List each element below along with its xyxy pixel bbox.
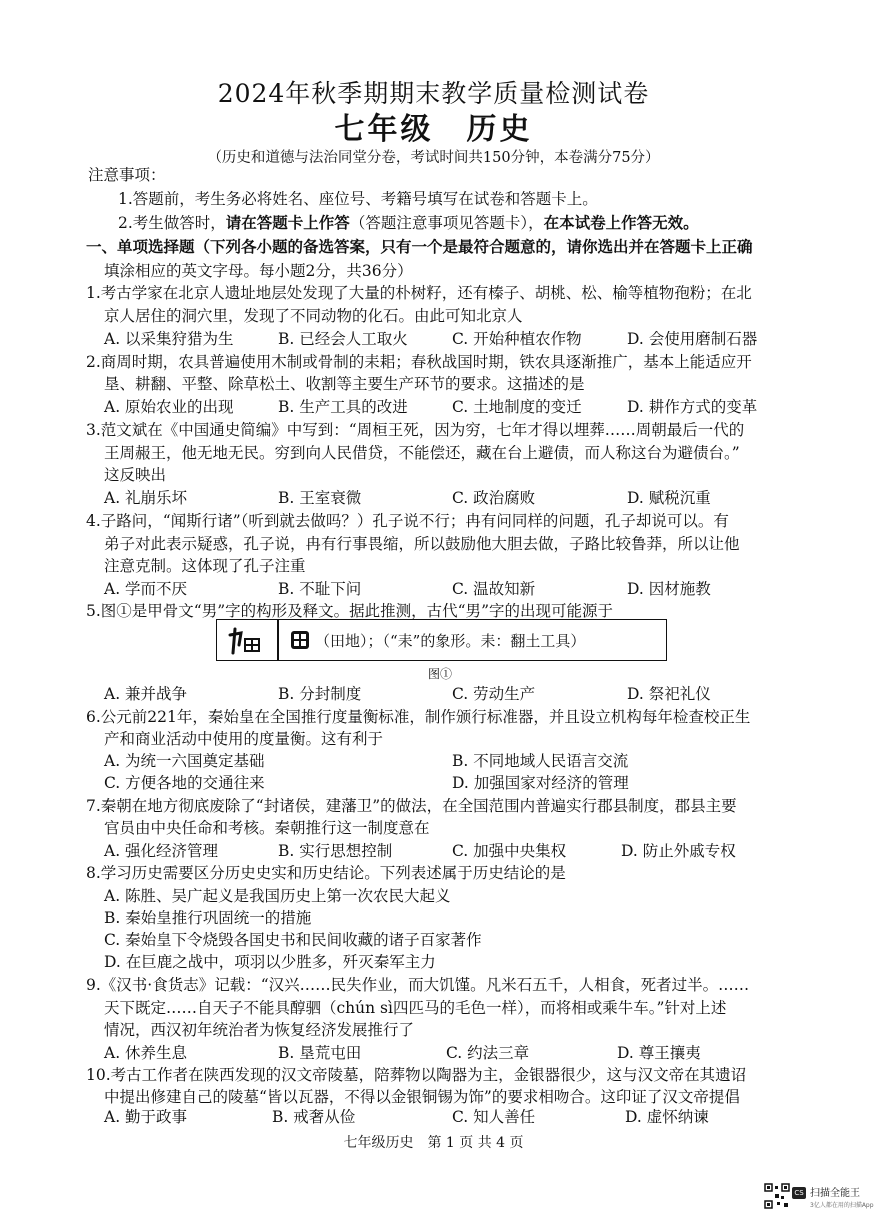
question-2-option-d: D. 耕作方式的变革 xyxy=(627,398,758,416)
question-3-option-d: D. 赋税沉重 xyxy=(627,489,711,507)
qr-code-icon xyxy=(764,1183,790,1209)
question-2-text: 2.商周时期，农具普遍使用木制或骨制的耒耜；春秋战国时期，铁农具逐渐推广，基本上能适应开 xyxy=(86,353,752,371)
question-5-option-b: B. 分封制度 xyxy=(278,685,362,703)
camscanner-logo: CS xyxy=(792,1187,806,1199)
question-2-option-b: B. 生产工具的改进 xyxy=(278,398,408,416)
question-1-option-b: B. 已经会人工取火 xyxy=(278,330,408,348)
question-3-option-b: B. 王室衰微 xyxy=(278,489,362,507)
question-9-option-c: C. 约法三章 xyxy=(446,1044,530,1062)
question-5-option-d: D. 祭祀礼仪 xyxy=(627,685,711,703)
question-6-option-c: C. 方便各地的交通往来 xyxy=(104,774,265,792)
section-instructions: 填涂相应的英文字母。每小题2分，共36分） xyxy=(104,262,413,280)
question-8-option-a: A. 陈胜、吴广起义是我国历史上第一次农民大起义 xyxy=(104,887,451,905)
oracle-bone-tian-glyph xyxy=(290,630,310,650)
figure-1-text: （田地）；（“耒”的象形。耒：翻土工具） xyxy=(315,632,586,650)
figure-divider xyxy=(277,620,279,660)
notice-item-1: 1.答题前，考生务必将姓名、座位号、考籍号填写在试卷和答题卡上。 xyxy=(118,190,598,208)
question-7-option-c: C. 加强中央集权 xyxy=(452,842,567,860)
question-9-text: 天下既定……自天子不能具醇驷（chún sì四匹马的毛色一样），而将相或乘牛车。”针对上述 xyxy=(104,999,727,1017)
question-10-option-c: C. 知人善任 xyxy=(452,1108,536,1126)
question-6-option-a: A. 为统一六国奠定基础 xyxy=(104,752,265,770)
exam-note: （历史和道德与法治同堂分卷，考试时间共150分钟，本卷满分75分） xyxy=(207,150,660,166)
question-1-text: 1.考古学家在北京人遗址地层处发现了大量的朴树籽，还有榛子、胡桃、松、榆等植物孢粉；在北 xyxy=(86,284,752,302)
question-1-option-c: C. 开始种植农作物 xyxy=(452,330,582,348)
question-5-option-a: A. 兼并战争 xyxy=(104,685,188,703)
question-8-option-c: C. 秦始皇下令烧毁各国史书和民间收藏的诸子百家著作 xyxy=(104,931,482,949)
question-6-option-d: D. 加强国家对经济的管理 xyxy=(452,774,629,792)
question-9-option-d: D. 尊王攘夷 xyxy=(617,1044,701,1062)
camscanner-app-name: 扫描全能王 xyxy=(810,1188,860,1199)
question-4-option-a: A. 学而不厌 xyxy=(104,580,188,598)
question-7-text: 7.秦朝在地方彻底废除了“封诸侯，建藩卫”的做法，在全国范围内普遍实行郡县制度，郡县主要 xyxy=(86,797,737,815)
question-6-option-b: B. 不同地域人民语言交流 xyxy=(452,752,629,770)
question-4-option-b: B. 不耻下问 xyxy=(278,580,362,598)
grade-subject-title: 七年级 历史 xyxy=(334,112,533,147)
question-10-option-a: A. 勤于政事 xyxy=(104,1108,188,1126)
question-10-text: 中提出修建自己的陵墓“皆以瓦器，不得以金银铜锡为饰”的要求相吻合。这印证了汉文帝提倡 xyxy=(104,1088,740,1106)
question-1-text: 京人居住的洞穴里，发现了不同动物的化石。由此可知北京人 xyxy=(104,307,523,325)
notice-item-2: 2.考生做答时，请在答题卡上作答（答题注意事项见答题卡），在本试卷上作答无效。 xyxy=(118,213,699,232)
notice-heading: 注意事项： xyxy=(88,166,166,184)
question-3-text: 3.范文斌在《中国通史简编》中写到：“周桓王死，因为穷，七年才得以埋葬……周朝最后一代的 xyxy=(86,421,745,439)
question-2-text: 垦、耕翻、平整、除草松土、收割等主要生产环节的要求。这描述的是 xyxy=(104,375,585,393)
question-8-option-d: D. 在巨鹿之战中，项羽以少胜多，歼灭秦军主力 xyxy=(104,953,436,971)
figure-1-box xyxy=(216,619,667,661)
question-3-text: 这反映出 xyxy=(104,466,167,484)
question-6-text: 产和商业活动中使用的度量衡。这有利于 xyxy=(104,730,384,748)
question-3-text: 王周赧王，他无地无民。穷到向人民借贷，不能偿还，藏在台上避债，而人称这台为避债台。” xyxy=(104,444,740,462)
question-9-text: 情况，西汉初年统治者为恢复经济发展推行了 xyxy=(104,1021,415,1039)
camscanner-tagline: 3亿人都在用的扫描App xyxy=(810,1202,874,1209)
question-8-text: 8.学习历史需要区分历史史实和历史结论。下列表述属于历史结论的是 xyxy=(86,864,566,882)
exam-title: 2024年秋季期期末教学质量检测试卷 xyxy=(217,79,650,108)
oracle-bone-nan-glyph xyxy=(227,625,267,657)
question-7-option-a: A. 强化经济管理 xyxy=(104,842,219,860)
question-3-option-a: A. 礼崩乐坏 xyxy=(104,489,188,507)
question-6-text: 6.公元前221年，秦始皇在全国推行度量衡标准，制作颁行标准器，并且设立机构每年检查校正生 xyxy=(86,708,751,726)
question-4-option-c: C. 温故知新 xyxy=(452,580,536,598)
question-5-option-c: C. 劳动生产 xyxy=(452,685,536,703)
question-1-option-d: D. 会使用磨制石器 xyxy=(627,330,758,348)
question-4-text: 4.子路问，“闻斯行诸”（听到就去做吗？）孔子说不行；冉有问同样的问题，孔子却说可以。有 xyxy=(86,512,729,530)
question-7-text: 官员由中央任命和考核。秦朝推行这一制度意在 xyxy=(104,819,430,837)
question-7-option-d: D. 防止外戚专权 xyxy=(621,842,736,860)
question-2-option-c: C. 土地制度的变迁 xyxy=(452,398,582,416)
question-8-option-b: B. 秦始皇推行巩固统一的措施 xyxy=(104,909,312,927)
question-10-text: 10.考古工作者在陕西发现的汉文帝陵墓，陪葬物以陶器为主，金银器很少，这与汉文帝在其遗诏 xyxy=(86,1066,747,1084)
question-1-option-a: A. 以采集狩猎为生 xyxy=(104,330,234,348)
question-4-text: 注意克制。这体现了孔子注重 xyxy=(104,557,306,575)
question-7-option-b: B. 实行思想控制 xyxy=(278,842,393,860)
question-9-text: 9.《汉书·食货志》记载：“汉兴……民失作业，而大饥馑。凡米石五千，人相食，死者过半。…… xyxy=(86,976,750,994)
question-10-option-b: B. 戒奢从俭 xyxy=(272,1108,356,1126)
question-4-text: 弟子对此表示疑惑，孔子说，冉有行事畏缩，所以鼓励他大胆去做，子路比较鲁莽，所以让他 xyxy=(104,535,740,553)
question-2-option-a: A. 原始农业的出现 xyxy=(104,398,234,416)
question-3-option-c: C. 政治腐败 xyxy=(452,489,536,507)
question-10-option-d: D. 虚怀纳谏 xyxy=(625,1108,709,1126)
page-footer: 七年级历史 第 1 页 共 4 页 xyxy=(343,1135,524,1151)
figure-1-caption: 图① xyxy=(428,667,453,681)
question-9-option-a: A. 休养生息 xyxy=(104,1044,188,1062)
question-4-option-d: D. 因材施教 xyxy=(627,580,711,598)
section-heading: 一、单项选择题（下列各小题的备选答案，只有一个是最符合题意的，请你选出并在答题卡上正确 xyxy=(86,237,753,256)
question-9-option-b: B. 垦荒屯田 xyxy=(278,1044,362,1062)
question-5-text: 5.图①是甲骨文“男”字的构形及释文。据此推测，古代“男”字的出现可能源于 xyxy=(86,602,613,620)
